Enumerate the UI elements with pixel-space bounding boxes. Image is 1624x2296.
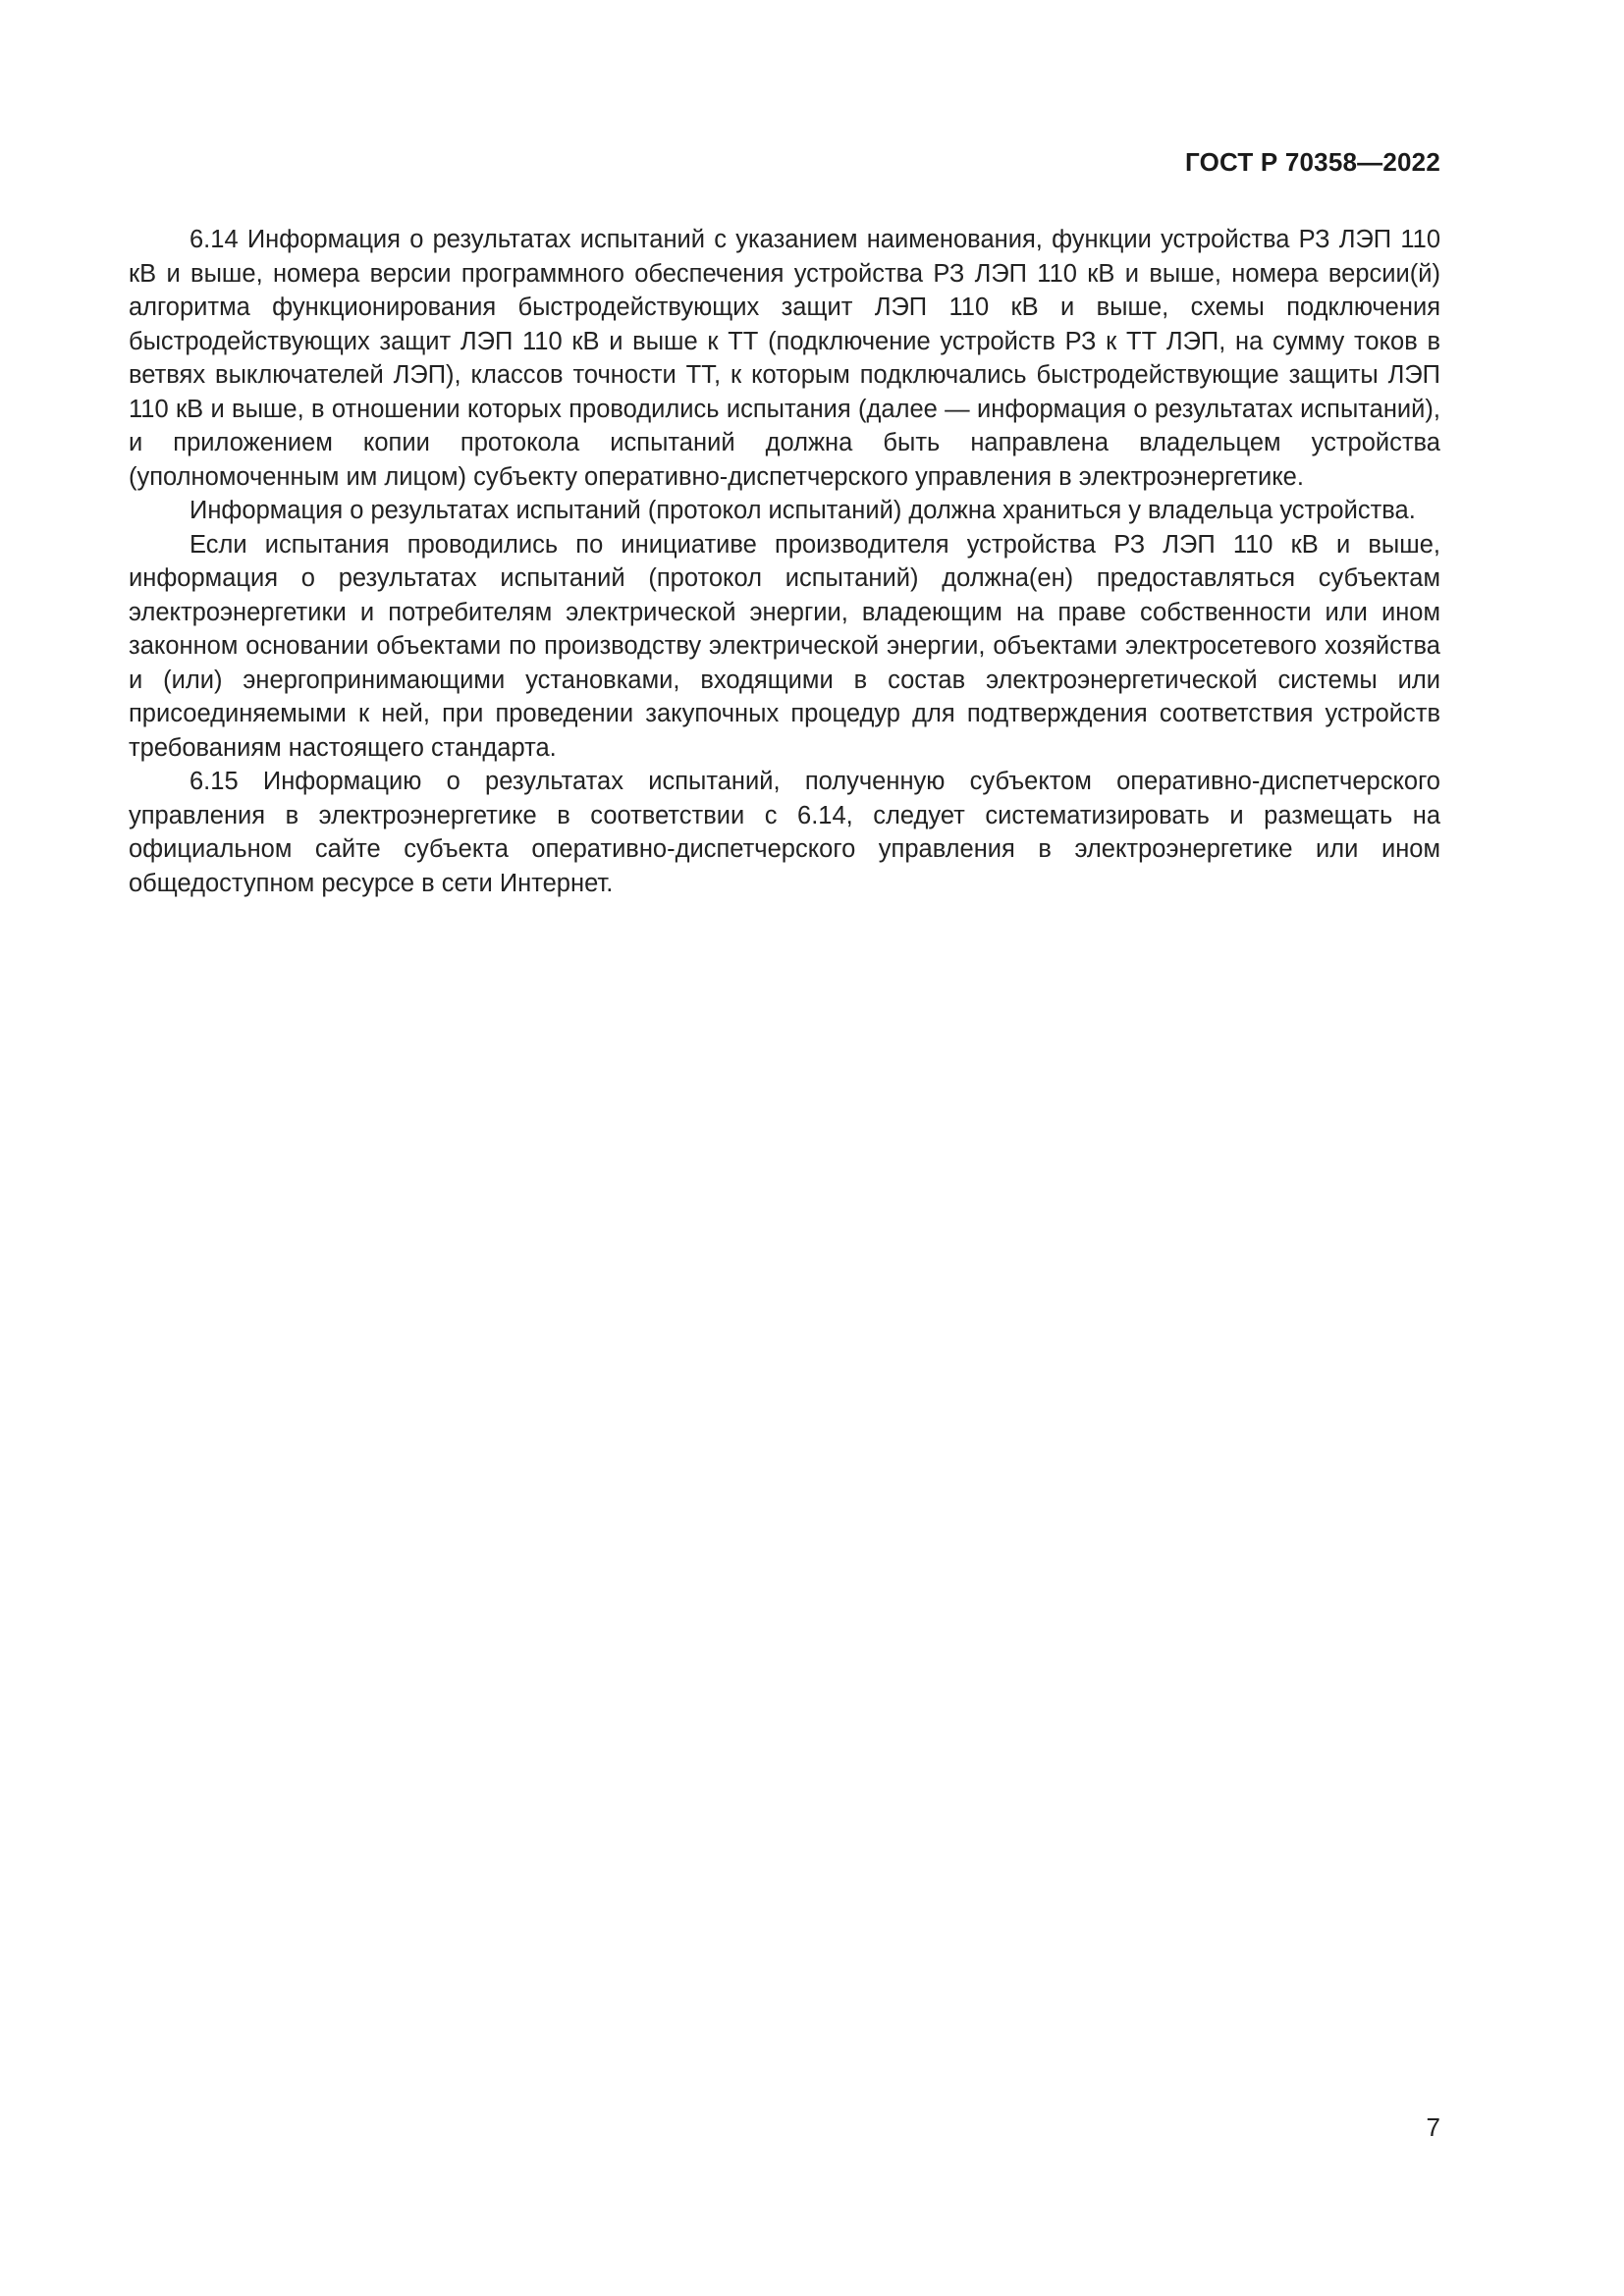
paragraph-6-14: 6.14 Информация о результатах испытаний с указанием наименования, функции устройства РЗ ЛЭП 110 кВ и выше, номера версии программного обеспечения устройства РЗ ЛЭП 110 кВ и выше, номера версии(й) алгоритма функционирования быстродействующих защит ЛЭП 110 кВ и выше, схемы подключения быстродействующих защит ЛЭП 110 кВ и выше к ТТ (подключение устройств РЗ к ТТ ЛЭП, на сумму токов в ветвях выключателей ЛЭП), классов точности ТТ, к которым подключались быстродействующие защиты ЛЭП 110 кВ и выше, в отношении которых проводились испытания (далее — информация о результатах испытаний), и приложением копии протокола испытаний должна быть направлена владельцем устройства (уполномоченным им лицом) субъекту оперативно-диспетчерского управления в электроэнергетике. <box>129 226 1440 491</box>
standard-code-header: ГОСТ Р 70358—2022 <box>1185 147 1440 177</box>
paragraph-6-15: 6.15 Информацию о результатах испытаний, полученную субъектом оперативно-диспетчерского управления в электроэнергетике в соответствии с 6.14, следует систематизировать и размещать на официальном сайте субъекта оперативно-диспетчерского управления в электроэнергетике или ином общедоступном ресурсе в сети Интернет. <box>129 768 1440 897</box>
page-number: 7 <box>1426 2112 1440 2142</box>
document-body <box>129 223 1440 900</box>
paragraph-storage: Информация о результатах испытаний (протокол испытаний) должна храниться у владельца устройства. <box>189 497 1416 524</box>
paragraph-manufacturer-initiative: Если испытания проводились по инициативе производителя устройства РЗ ЛЭП 110 кВ и выше, информация о результатах испытаний (протокол испытаний) должна(ен) предоставляться субъектам электроэнергетики и потребителям электрической энергии, владеющим на праве собственности или ином законном основании объектами по производству электрической энергии, объектами электросетевого хозяйства и (или) энергопринимающими установками, входящими в состав электроэнергетической системы или присоединяемыми к ней, при проведении закупочных процедур для подтверждения соответствия устройств требованиям настоящего стандарта. <box>129 530 1440 762</box>
